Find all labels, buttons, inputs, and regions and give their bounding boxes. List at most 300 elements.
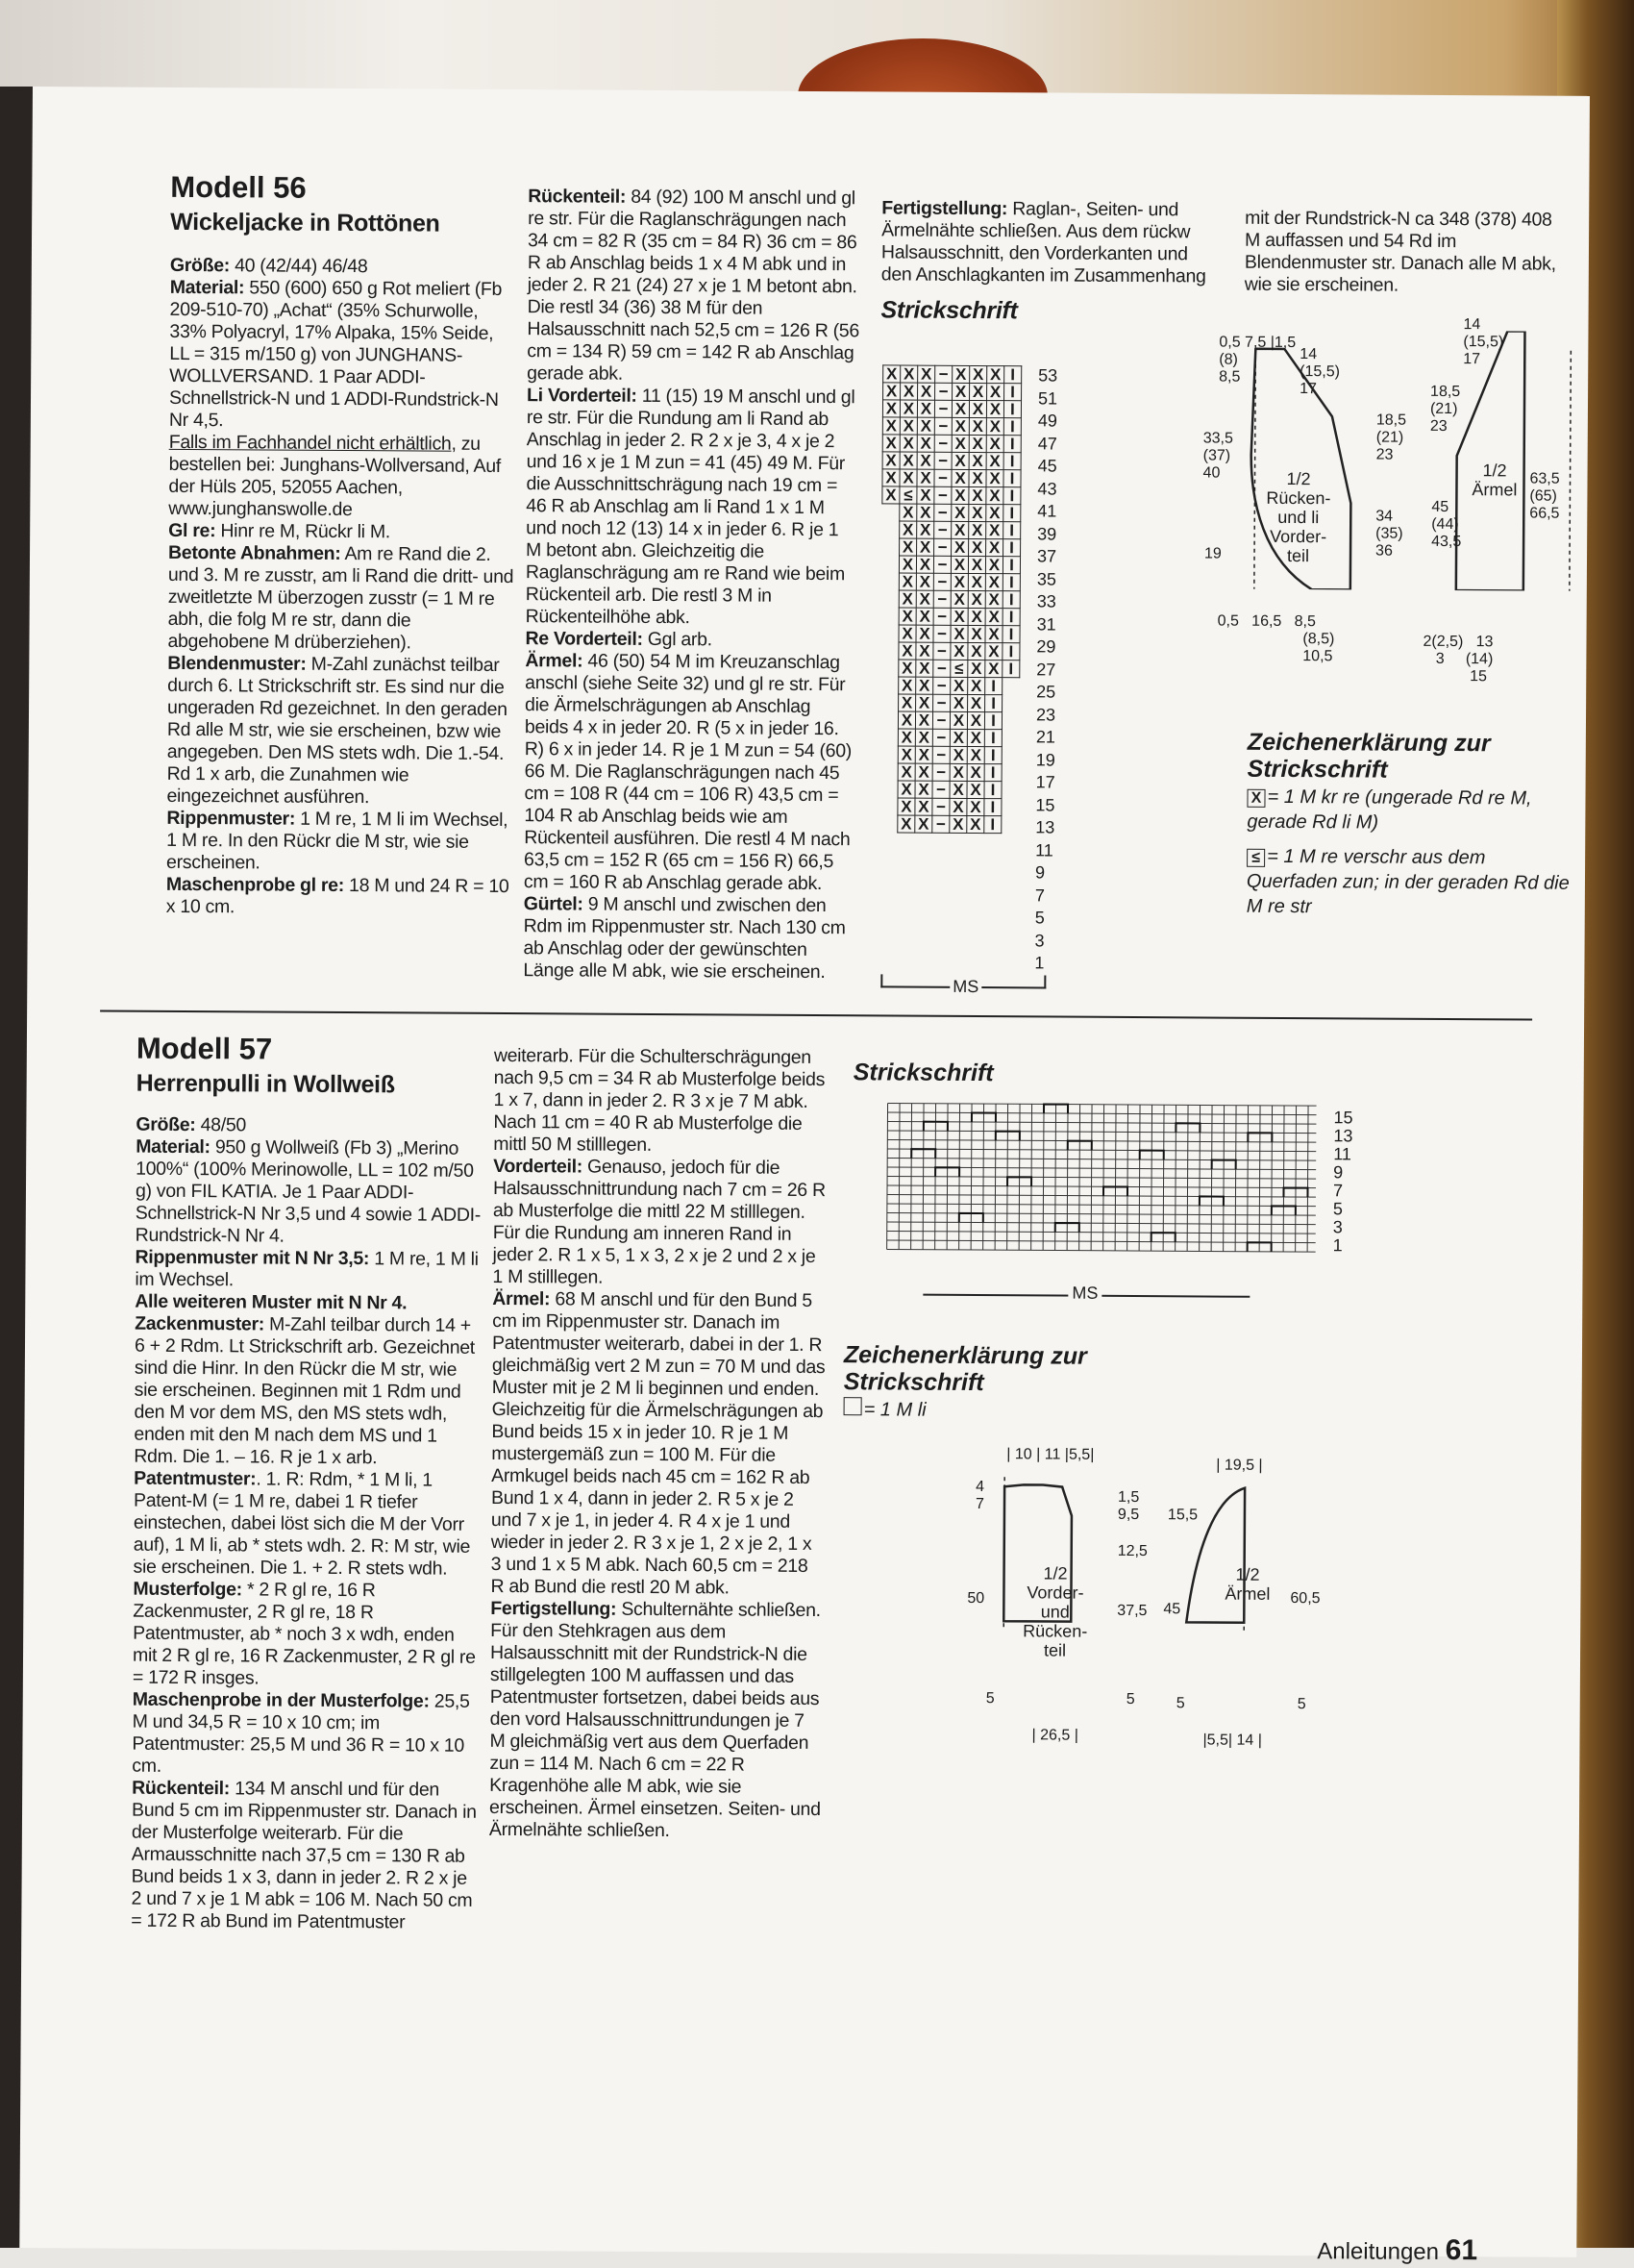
chart-cell: X	[987, 366, 1004, 384]
chart-row-label: 5	[1332, 1199, 1343, 1219]
m56-ms-label: MS	[950, 977, 981, 997]
chart-cell: X	[916, 694, 933, 711]
m57-col2	[489, 1045, 829, 1843]
chart-cell: X	[967, 711, 984, 729]
m57-dim-sleeve-rib-r: 5	[1297, 1696, 1306, 1713]
chart-cell: X	[985, 591, 1003, 609]
chart-cell: X	[951, 556, 968, 573]
m57-chart-title: Strickschrift	[853, 1059, 994, 1087]
m57-col1	[131, 1031, 483, 1934]
chart-row-label: 47	[1037, 433, 1057, 454]
chart-cell: X	[917, 452, 934, 469]
chart-cell: X	[950, 815, 967, 833]
chart-cell: X	[986, 470, 1003, 487]
chart-cell: X	[986, 487, 1003, 505]
chart-row-label: 1	[1034, 953, 1045, 973]
chart-cell: X	[969, 452, 986, 469]
page-number: 61	[1445, 2234, 1478, 2267]
chart-cell	[881, 642, 899, 660]
m56-dim-sleeve-len: 63,5 (65) 66,5	[1529, 470, 1560, 522]
m56-title: Modell 56	[170, 169, 307, 205]
chart-cell: X	[901, 365, 918, 383]
chart-cell: X	[985, 557, 1003, 574]
chart-row-label: 3	[1332, 1217, 1343, 1237]
chart-cell: X	[952, 417, 969, 435]
chart-row-label: 33	[1036, 591, 1056, 611]
chart-row-label: 41	[1037, 501, 1057, 521]
m56-c2-paragraph: Gürtel: 9 M anschl und zwischen den Rdm im Rippenmuster str. Nach 130 cm ab Anschlag oder der gewünschten Länge alle M abk, wie sie erscheinen.	[523, 893, 846, 984]
chart-cell: X	[882, 435, 900, 452]
chart-cell: X	[900, 521, 917, 538]
chart-cell: I	[984, 799, 1002, 816]
chart-row-label: 15	[1333, 1108, 1353, 1128]
m57-c1-paragraph: Zackenmuster: M-Zahl teilbar durch 14 + 6 + 2 Rdm. Lt Strickschrift arb. Gezeichnet sind die Hinr. In den Rückr die M str, wie sie erscheinen. Beginnen mit 1 Rdm und den M vor dem MS, den MS stets wdh, enden mit den M nach dem MS und 1 Rdm. Die 1. – 16. R je 1 x arb.	[134, 1312, 476, 1469]
chart-cell: X	[899, 694, 916, 711]
chart-row-label: 7	[1332, 1181, 1344, 1201]
chart-cell: X	[899, 625, 916, 642]
chart-cell	[1002, 816, 1019, 834]
chart-cell: X	[970, 365, 987, 383]
chart-cell: −	[932, 711, 950, 729]
chart-cell: −	[932, 815, 950, 833]
chart-cell	[881, 608, 899, 625]
chart-cell: −	[934, 504, 952, 521]
m57-dim-shoulder: 1,5 9,5	[1117, 1488, 1140, 1524]
chart-cell: I	[1003, 660, 1020, 678]
m56-dim-bottom: 0,5 16,5 8,5 (8,5) 10,5	[1217, 612, 1335, 665]
m57-c1-paragraph: Material: 950 g Wollweiß (Fb 3) „Merino 100%“ (100% Merinowolle, LL = 102 m/50 g) von FIL KATIA. Je 1 Paar ADDI-Schnellstrick-N Nr 3,5 und 4 sowie 1 ADDI-Rundstrick-N Nr 4.	[135, 1135, 482, 1247]
increase-icon: ≤	[1247, 849, 1265, 867]
chart-cell: X	[953, 383, 970, 400]
chart-cell: I	[984, 747, 1002, 764]
chart-cell: I	[1003, 609, 1020, 626]
chart-cell: −	[933, 625, 951, 642]
chart-cell: X	[969, 400, 986, 417]
chart-cell: X	[917, 469, 934, 486]
chart-cell: X	[950, 711, 967, 729]
m56-c2-paragraph: Ärmel: 46 (50) 54 M im Kreuzanschlag anschl (siehe Seite 32) und gl re str. Für die Ärmelschrägungen ab Anschlag beids 4 x in jeder 20. R (5 x in jeder 16. R) 6 x in jeder 14. R je 1 M zun = 54 (60) 66 M. Die Raglanschrägungen nach 45 cm = 108 R (44 cm = 106 R) 43,5 cm = 104 R ab Anschlag beids wie am Rückenteil ausführen. Die restl 4 M nach 63,5 cm = 152 R (65 cm = 156 R) 66,5 cm = 160 R ab Anschlag gerade abk.	[523, 650, 853, 895]
chart-cell: X	[899, 556, 916, 573]
chart-cell: X	[901, 383, 918, 400]
chart-cell: −	[934, 435, 952, 452]
chart-cell: X	[917, 417, 934, 435]
m56-col4-text: mit der Rundstrick-N ca 348 (378) 408 M auffassen und 54 Rd im Blendenmuster str. Danach alle M abk, wie sie erscheinen.	[1244, 207, 1556, 296]
chart-cell: −	[933, 677, 951, 694]
chart-row-label: 1	[1332, 1235, 1343, 1256]
chart-cell: X	[968, 677, 985, 694]
chart-cell: X	[986, 539, 1003, 557]
chart-cell: −	[933, 608, 951, 625]
chart-row-label: 15	[1035, 794, 1055, 815]
chart-cell: X	[985, 660, 1003, 678]
chart-cell: X	[915, 763, 932, 781]
chart-cell: X	[951, 642, 968, 660]
m56-ms-tick-left	[880, 974, 882, 987]
m57-c1-paragraph: Rippenmuster mit N Nr 3,5: 1 M re, 1 M li im Wechsel.	[135, 1246, 479, 1291]
m56-col1	[165, 169, 517, 920]
m56-c2-paragraph: Rückenteil: 84 (92) 100 M anschl und gl re str. Für die Raglanschrägungen nach 34 cm = 82 R (35 cm = 84 R) 36 cm = 86 R ab Anschlag beids 1 x 4 M abk und in jeder 2. R 21 (24) 27 x je 1 M betont abn. Die restl 34 (36) 38 M für den Halsausschnitt nach 52,5 cm = 126 R (56 cm = 134 R) 59 cm = 142 R ab Anschlag gerade abk.	[527, 186, 859, 385]
chart-cell: X	[952, 486, 969, 504]
chart-cell: X	[916, 625, 933, 642]
chart-cell: X	[950, 746, 967, 763]
chart-row-label: 5	[1034, 908, 1045, 928]
chart-cell: X	[898, 798, 915, 815]
chart-cell: X	[986, 401, 1003, 418]
m57-legend-item: = 1 M li	[844, 1397, 927, 1423]
chart-cell: X	[968, 608, 985, 625]
chart-cell: X	[950, 729, 967, 746]
m57-body-label: 1/2 Vorder- und Rücken- teil	[1023, 1563, 1088, 1660]
chart-cell: −	[935, 365, 953, 383]
chart-cell: X	[986, 505, 1003, 522]
chart-row-label: 13	[1333, 1126, 1353, 1146]
chart-cell: X	[899, 573, 916, 590]
m56-c1-paragraph: Gl re: Hinr re M, Rückr li M.	[168, 519, 390, 543]
chart-cell: X	[967, 729, 984, 746]
chart-cell: X	[916, 608, 933, 625]
chart-cell: X	[986, 436, 1003, 453]
m56-legend-item-1: X = 1 M kr re (ungerade Rd re M, gerade Rd li M)	[1247, 785, 1532, 834]
chart-cell: I	[1003, 522, 1021, 539]
m57-dim-sleeve-top: | 19,5 |	[1216, 1457, 1263, 1474]
m57-dim-sleeve-len: 60,5	[1290, 1590, 1321, 1608]
chart-cell: X	[953, 365, 970, 383]
chart-cell: I	[1003, 505, 1021, 522]
chart-cell: X	[951, 694, 968, 711]
chart-row-label: 45	[1037, 456, 1057, 476]
chart-cell: X	[899, 590, 916, 608]
chart-cell: X	[917, 486, 934, 504]
m57-ms-label: MS	[1068, 1284, 1102, 1304]
chart-cell: X	[898, 763, 915, 781]
chart-cell: X	[969, 486, 986, 504]
chart-cell	[881, 625, 899, 642]
m57-dim-sleeve-side: 45	[1163, 1601, 1181, 1618]
chart-cell: I	[1003, 557, 1020, 574]
chart-cell	[1002, 712, 1019, 730]
chart-cell	[1002, 782, 1019, 799]
chart-cell: X	[915, 746, 932, 763]
chart-cell: I	[984, 782, 1002, 799]
chart-cell	[880, 711, 898, 729]
chart-cell: X	[987, 384, 1004, 401]
chart-cell: I	[1003, 626, 1020, 643]
chart-cell: −	[935, 383, 953, 400]
chart-cell: X	[918, 383, 935, 400]
chart-cell: X	[951, 608, 968, 625]
m56-col4	[1245, 208, 1572, 298]
chart-cell: X	[883, 365, 901, 383]
chart-cell: X	[917, 400, 934, 417]
chart-cell	[1002, 799, 1019, 816]
chart-cell: X	[882, 486, 900, 504]
m56-dim-mid-low: 34 (35) 36	[1375, 508, 1403, 560]
m57-c1-paragraph: Alle weiteren Muster mit N Nr 4.	[135, 1290, 408, 1314]
chart-cell: X	[899, 660, 916, 677]
chart-cell: I	[984, 712, 1002, 730]
chart-cell	[882, 504, 900, 521]
m57-dim-rib-left: 5	[985, 1690, 995, 1707]
chart-cell: X	[900, 538, 917, 556]
m56-col2	[523, 186, 860, 984]
m56-c1-paragraph: Rippenmuster: 1 M re, 1 M li im Wechsel, 1 M re. In den Rückr die M str, wie sie erscheinen.	[166, 807, 508, 874]
m57-c2-paragraph: Fertigstellung: Schulternähte schließen. Für den Stehkragen aus dem Halsausschnitt mit der Rundstrick-N die stillgelegten 100 M auffassen und das Patentmuster fortsetzen, dabei beids aus den vord Halsausschnittrundungen je 7 M gleichmäßig vert aus dem Querfaden zun = 114 M. Nach 6 cm = 22 R Kragenhöhe alle M abk, wie sie erscheinen. Ärmel einsetzen. Seiten- und Ärmelnähte schließen.	[488, 1597, 821, 1842]
chart-cell: X	[916, 556, 933, 573]
chart-cell: X	[899, 642, 916, 660]
chart-cell: ≤	[951, 660, 968, 677]
chart-cell: X	[986, 522, 1003, 539]
m57-dim-rib-right: 5	[1126, 1690, 1135, 1708]
m56-c1-paragraph: Maschenprobe gl re: 18 M und 24 R = 10 x 10 cm.	[165, 873, 509, 918]
chart-cell: X	[952, 435, 969, 452]
chart-row-label: 29	[1036, 636, 1056, 657]
chart-cell: X	[968, 573, 985, 590]
chart-cell: −	[934, 452, 952, 469]
chart-cell: X	[951, 625, 968, 642]
chart-cell: X	[899, 677, 916, 694]
knit-through-back-icon: X	[1247, 789, 1265, 808]
chart-cell: −	[934, 538, 952, 556]
chart-cell: X	[898, 711, 915, 729]
m57-dim-sleeve-rib-l: 5	[1176, 1695, 1185, 1712]
chart-cell: −	[932, 781, 950, 798]
chart-cell: I	[985, 695, 1003, 712]
m56-c1-paragraph: Blendenmuster: M-Zahl zunächst teilbar durch 6. Lt Strickschrift str. Es sind nur die ungeraden Rd gezeichnet. In den geraden Rd alle M str, wie sie erscheinen, bzw wie angegeben. Den MS stets wdh. Die 1.-54. Rd 1 x arb, die Zunahmen wie eingezeichnet ausführen.	[166, 652, 508, 809]
chart-cell: −	[934, 400, 952, 417]
chart-cell: ≤	[900, 486, 917, 504]
m57-dim-sleeve-bottom: |5,5| 14 |	[1202, 1732, 1262, 1749]
purl-icon	[844, 1397, 862, 1415]
chart-row-label: 51	[1037, 387, 1058, 409]
chart-cell: X	[985, 626, 1003, 643]
footer-label: Anleitungen	[1317, 2238, 1440, 2265]
m56-text-block-3	[881, 197, 1211, 287]
chart-cell: X	[968, 590, 985, 608]
chart-row-label: 25	[1036, 682, 1056, 702]
section-divider	[100, 1009, 1532, 1020]
chart-cell: I	[1003, 487, 1021, 505]
m56-dim-side-lower: 19	[1204, 545, 1222, 562]
chart-cell	[880, 763, 898, 781]
m56-legend-title: Zeichenerklärung zur Strickschrift	[1247, 728, 1491, 784]
m57-dim-top: | 10 | 11 |5,5|	[1006, 1446, 1095, 1463]
chart-cell: X	[882, 469, 900, 486]
chart-cell: X	[985, 609, 1003, 626]
chart-cell	[882, 521, 900, 538]
chart-row-label: 31	[1036, 613, 1056, 635]
chart-cell	[1002, 764, 1019, 782]
chart-cell: X	[969, 469, 986, 486]
chart-cell: X	[970, 383, 987, 400]
chart-cell	[1003, 695, 1020, 712]
chart-cell	[881, 677, 899, 694]
chart-row-label: 7	[1034, 885, 1045, 905]
m57-legend-title: Zeichenerklärung zur Strickschrift	[843, 1341, 1087, 1397]
chart-cell: I	[1003, 539, 1021, 557]
chart-cell: X	[915, 711, 932, 729]
chart-cell: X	[900, 452, 917, 469]
chart-cell: X	[968, 660, 985, 677]
chart-cell: X	[915, 798, 932, 815]
chart-cell: −	[933, 642, 951, 660]
m57-sleeve-label: 1/2 Ärmel	[1225, 1564, 1271, 1604]
chart-cell: X	[967, 746, 984, 763]
chart-cell: −	[934, 469, 952, 486]
chart-cell: I	[1003, 436, 1021, 453]
chart-cell: X	[917, 538, 934, 556]
chart-cell: X	[900, 400, 917, 417]
chart-cell: X	[915, 781, 932, 798]
m56-dim-sleeve-rag: 18,5 (21) 23	[1429, 383, 1461, 435]
chart-cell	[880, 781, 898, 798]
chart-cell: I	[984, 816, 1002, 834]
chart-row-label: 11	[1035, 839, 1053, 860]
chart-row-label: 9	[1034, 862, 1046, 883]
m56-c2-paragraph: Li Vorderteil: 11 (15) 19 M anschl und gl re str. Für die Rundung am li Rand ab Anschlag in jeder 2. R 2 x je 3, 4 x je 2 und 16 x je 1 M zun = 41 (45) 49 M. Für die Ausschnittschrägung nach 19 cm = 46 R ab Anschlag am li Rand 1 x 1 M und noch 12 (13) 14 x in jeder 6. R je 1 M betont abn. Gleichzeitig die Raglanschrägung am re Rand wie beim Rückenteil arb. Die restl 3 M in Rückenteilhöhe abk.	[525, 385, 855, 629]
m56-legend	[1247, 785, 1574, 921]
m56-c1-paragraph: Material: 550 (600) 650 g Rot meliert (Fb 209-510-70) „Achat“ (35% Schurwolle, 33% Polyacryl, 17% Alpaka, 15% Seide, LL = 315 m/150 g) von JUNGHANS-WOLLVERSAND. 1 Paar ADDI-Schnellstrick-N und 1 ADDI-Rundstrick-N Nr 4,5.	[168, 276, 503, 432]
chart-cell: I	[1003, 470, 1021, 487]
chart-cell	[881, 573, 899, 590]
chart-cell	[880, 729, 898, 746]
chart-cell: X	[969, 521, 986, 538]
chart-cell: X	[916, 590, 933, 608]
m57-subtitle: Herrenpulli in Wollweiß	[136, 1069, 395, 1099]
m56-c1-paragraph: Größe: 40 (42/44) 46/48	[169, 254, 368, 278]
chart-cell: X	[898, 729, 915, 746]
chart-cell: I	[1003, 401, 1021, 418]
chart-cell: I	[984, 764, 1002, 782]
chart-cell: X	[883, 383, 901, 400]
m56-c2-paragraph: Re Vorderteil: Ggl arb.	[525, 628, 712, 651]
chart-cell: X	[918, 365, 935, 383]
chart-cell: X	[916, 677, 933, 694]
chart-cell: X	[969, 435, 986, 452]
chart-cell: I	[1003, 643, 1020, 660]
m57-dim-cap: 15,5	[1167, 1507, 1199, 1524]
m57-dim-width: | 26,5 |	[1031, 1727, 1078, 1744]
chart-cell: X	[900, 469, 917, 486]
m56-sleeve-label: 1/2 Ärmel	[1472, 461, 1518, 500]
m56-dim-sleeve-bottom: 2(2,5) 13 3 (14) 15	[1423, 633, 1494, 685]
chart-row-label: 21	[1035, 727, 1055, 747]
m57-dim-side: 37,5	[1117, 1602, 1148, 1620]
chart-row-label: 43	[1037, 478, 1057, 499]
chart-row-label: 11	[1333, 1144, 1351, 1164]
chart-cell	[880, 746, 898, 763]
chart-cell: X	[952, 469, 969, 486]
m57-c1-paragraph: Größe: 48/50	[136, 1113, 247, 1136]
chart-cell: X	[916, 642, 933, 660]
chart-cell: −	[932, 729, 950, 746]
chart-cell: −	[933, 660, 951, 677]
chart-cell	[881, 660, 899, 677]
chart-cell: X	[951, 590, 968, 608]
m56-text-block-2	[523, 186, 860, 984]
chart-cell: X	[952, 521, 969, 538]
m56-legend-item-2: ≤ = 1 M re verschr aus dem Querfaden zun; in der geraden Rd die M re str	[1246, 845, 1570, 918]
chart-cell: I	[984, 730, 1002, 747]
m56-knitting-chart	[879, 364, 1022, 834]
chart-cell: X	[952, 538, 969, 556]
chart-cell: X	[985, 643, 1003, 660]
chart-cell: −	[934, 521, 952, 538]
m56-dim-side-height: 33,5 (37) 40	[1202, 430, 1233, 482]
page-footer	[1317, 2233, 1477, 2267]
chart-cell: −	[932, 798, 950, 815]
m56-dim-top-left: 0,5 7,5 |1,5 (8) 8,5	[1219, 334, 1297, 386]
chart-cell	[881, 556, 899, 573]
m57-c1-paragraph: Maschenprobe in der Musterfolge: 25,5 M und 34,5 R = 10 x 10 cm; im Patentmuster: 25,5 M und 36 R = 10 x 10 cm.	[132, 1688, 470, 1777]
chart-cell	[881, 590, 899, 608]
chart-cell: X	[898, 815, 915, 833]
chart-cell: X	[915, 729, 932, 746]
m57-dim-arm: 12,5	[1117, 1542, 1148, 1560]
chart-cell: −	[933, 556, 951, 573]
chart-cell: X	[952, 452, 969, 469]
chart-cell	[880, 798, 898, 815]
m57-c2-paragraph: weiterarb. Für die Schulterschrägungen nach 9,5 cm = 34 R ab Musterfolge beids 1 x 7, dann in jeder 2. R 3 x je 7 M abk. Nach 11 cm = 40 R ab Musterfolge die mittl 50 M stilllegen.	[493, 1044, 826, 1156]
chart-row-label: 37	[1036, 546, 1057, 566]
m56-col3	[881, 197, 1211, 323]
chart-cell: X	[898, 781, 915, 798]
chart-cell: X	[900, 504, 917, 521]
chart-cell: X	[882, 400, 900, 417]
m56-text-block-1	[166, 255, 516, 920]
m56-c1-paragraph: Falls im Fachhandel nicht erhältlich, zu bestellen bei: Junghans-Wollversand, Auf der Hüls 205, 52055 Aachen, www.junghanswolle.de	[168, 431, 502, 521]
chart-cell: I	[1004, 366, 1022, 384]
chart-cell: X	[968, 625, 985, 642]
m57-c1-paragraph: Musterfolge: * 2 R gl re, 16 R Zackenmuster, 2 R gl re, 18 R Patentmuster, ab * noch 3 x wdh, enden mit 2 R gl re, 16 R Zackenmuster, 2 R gl re = 172 R insges.	[132, 1578, 476, 1689]
m57-c2-paragraph: Vorderteil: Genauso, jedoch für die Halsausschnittrundung nach 7 cm = 26 R ab Musterfolge die mittl 22 M stilllegen. Für die Rundung am inneren Rand in jeder 2. R 1 x 5, 1 x 3, 2 x je 2 und 2 x je 1 M stilllegen.	[492, 1155, 826, 1288]
chart-row-label: 23	[1035, 704, 1056, 725]
chart-cell: X	[900, 417, 917, 435]
chart-cell: X	[969, 504, 986, 521]
chart-row-label: 9	[1333, 1162, 1344, 1183]
chart-cell	[880, 815, 898, 833]
chart-cell: X	[950, 798, 967, 815]
m56-front-label: 1/2 Rücken- und li Vorder- teil	[1266, 468, 1331, 566]
chart-cell: X	[967, 763, 984, 781]
chart-row-label: 27	[1036, 659, 1056, 680]
chart-row-label: 3	[1034, 930, 1045, 950]
chart-cell	[1002, 747, 1019, 764]
m57-c1-paragraph: Patentmuster:. 1. R: Rdm, * 1 M li, 1 Patent-M (= 1 M re, dabei 1 R tiefer einstechen, dabei löst sich die M der Vorr auf), 1 M li, ab * stets wdh. 2. R: M str, wie sie erscheinen. Die 1. + 2. R stets wdh.	[133, 1467, 471, 1580]
chart-cell: I	[1003, 591, 1020, 609]
chart-cell: I	[1003, 574, 1020, 591]
magazine-page	[19, 87, 1590, 2267]
chart-cell: X	[898, 746, 915, 763]
chart-cell	[1003, 678, 1020, 695]
chart-cell: X	[917, 521, 934, 538]
chart-cell: X	[915, 815, 932, 833]
chart-row-label: 19	[1035, 749, 1055, 770]
m56-dim-mid-top: 18,5 (21) 23	[1375, 411, 1407, 463]
m57-dim-height: 50	[967, 1589, 985, 1608]
chart-row-label: 49	[1037, 411, 1057, 431]
chart-cell: X	[969, 538, 986, 556]
chart-row-label: 13	[1035, 817, 1055, 837]
chart-cell: X	[968, 642, 985, 660]
chart-cell: X	[968, 556, 985, 573]
chart-cell: I	[985, 678, 1003, 695]
chart-row-label: 35	[1036, 568, 1056, 589]
m57-text-block-1	[131, 1114, 482, 1934]
m56-subtitle: Wickeljacke in Rottönen	[170, 208, 440, 237]
chart-cell: X	[900, 435, 917, 452]
chart-cell: X	[916, 573, 933, 590]
chart-row-label: 17	[1035, 772, 1055, 792]
